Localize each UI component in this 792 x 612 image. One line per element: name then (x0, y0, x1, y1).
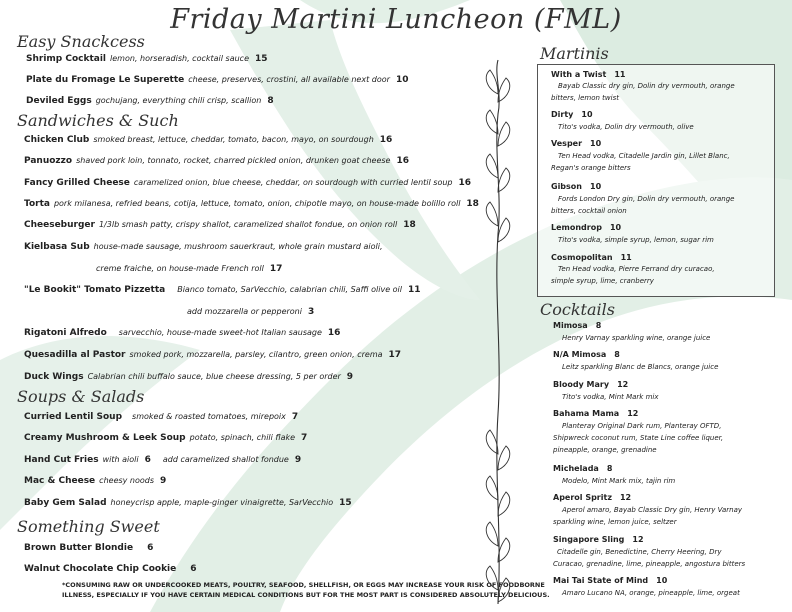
drink-name (553, 576, 667, 585)
menu-item (24, 285, 421, 295)
section-heading-sandwiches: Sandwiches & Such (17, 111, 179, 130)
drink-label: With a Twist (551, 70, 607, 79)
item-addon-price: 9 (294, 455, 302, 465)
drink-description: bitters, lemon twist (551, 94, 619, 102)
item-price: 10 (395, 75, 409, 85)
item-name: Brown Butter Blondie (24, 543, 134, 553)
menu-item (24, 543, 153, 553)
item-description: Bianco tomato, SarVecchio, calabrian chili, Saffi olive oil (177, 285, 402, 294)
menu-title: Friday Martini Luncheon (FML) (170, 4, 622, 35)
drink-label: Singapore Sling (553, 535, 625, 544)
drink-description: Aperol amaro, Bayab Classic Dry gin, Henry Varnay (562, 506, 743, 514)
menu-item (24, 412, 298, 422)
item-price: 6 (144, 455, 151, 465)
item-name: Curried Lentil Soup (24, 412, 123, 422)
item-description: gochujang, everything chili crisp, scallion (95, 96, 262, 105)
item-description-continued (96, 264, 282, 274)
drink-price: 10 (590, 182, 602, 191)
item-price: 16 (379, 135, 393, 145)
item-name: Creamy Mushroom & Leek Soup (24, 433, 186, 443)
drink-name (553, 535, 644, 544)
drink-name (551, 70, 626, 79)
drink-description: bitters, cocktail onion (551, 207, 627, 215)
drink-description: Regan's orange bitters (551, 164, 631, 172)
drink-description: Planteray Original Dark rum, Planteray OFTD, (562, 422, 722, 430)
drink-label: Bloody Mary (553, 380, 610, 389)
drink-name (553, 380, 628, 389)
item-name: Plate du Fromage Le Superette (26, 75, 185, 85)
item-name: Baby Gem Salad (24, 498, 107, 508)
item-price: 16 (327, 328, 341, 338)
drink-name (553, 464, 612, 473)
item-description: potato, spinach, chili flake (189, 433, 296, 442)
item-description: lemon, horseradish, cocktail sauce (110, 54, 249, 63)
item-description: smoked pork, mozzarella, parsley, cilantro, green onion, crema (129, 350, 383, 359)
food-safety-disclaimer (62, 580, 550, 600)
drink-price: 10 (656, 576, 668, 585)
drink-description: Shipwreck coconut rum, State Line coffee liquer, (553, 434, 724, 442)
item-addon: add caramelized shallot fondue (162, 455, 289, 464)
item-name: Torta (24, 199, 50, 209)
drink-label: Lemondrop (551, 223, 602, 232)
item-description: creme fraiche, on house-made French roll (96, 264, 264, 273)
section-heading-martinis: Martinis (540, 44, 609, 63)
item-price: 17 (388, 350, 402, 360)
drink-price: 12 (627, 409, 639, 418)
item-price: 18 (403, 220, 416, 230)
item-name: Quesadilla al Pastor (24, 350, 126, 360)
drink-description: Modelo, Mint Mark mix, tajin rim (562, 477, 676, 485)
drink-label: N/A Mimosa (553, 350, 607, 359)
drink-price: 10 (581, 110, 593, 119)
item-price: 6 (147, 543, 154, 553)
drink-price: 12 (617, 380, 629, 389)
menu-item (24, 433, 307, 443)
section-heading-sweet: Something Sweet (17, 517, 160, 536)
item-name: Hand Cut Fries (24, 455, 99, 465)
menu-item (24, 199, 479, 209)
disclaimer-line: ILLNESS, ESPECIALLY IF YOU HAVE CERTAIN MEDICAL CONDITIONS BUT FOR THE MOST PART IS CONSIDERED ABSOLUTELY DELICIOUS. (62, 591, 550, 599)
drink-label: Mai Tai State of Mind (553, 576, 649, 585)
item-description: sarvecchio, house-made sweet-hot Italian sausage (118, 328, 322, 337)
menu-item (26, 75, 408, 85)
drink-name (551, 182, 601, 191)
menu-item (24, 476, 166, 486)
item-description: pork milanesa, refried beans, cotija, lettuce, tomato, onion, chipotle mayo, on house-made bolillo roll (53, 199, 461, 208)
drink-price: 10 (609, 223, 622, 232)
item-name: Mac & Cheese (24, 476, 96, 486)
vine-divider-illustration (478, 54, 518, 610)
item-price: 15 (339, 498, 352, 508)
item-description: with aioli (102, 455, 139, 464)
drink-label: Michelada (553, 464, 599, 473)
drink-description: Amaro Lucano NA, orange, pineapple, lime, orgeat (562, 589, 740, 597)
item-description: Calabrian chili buffalo sauce, blue cheese dressing, 5 per order (87, 372, 341, 381)
drink-description: Curacao, grenadine, lime, pineapple, angostura bitters (553, 560, 746, 568)
drink-label: Mimosa (553, 321, 588, 330)
item-name: Deviled Eggs (26, 96, 92, 106)
item-price: 9 (346, 372, 354, 382)
drink-description: Tito's vodka, simple syrup, lemon, sugar rim (558, 236, 714, 244)
item-price: 7 (301, 433, 308, 443)
item-price: 9 (160, 476, 167, 486)
item-name: Panuozzo (24, 156, 73, 166)
drink-name (551, 223, 621, 232)
drink-name (551, 253, 632, 262)
item-name: Cheeseburger (24, 220, 95, 230)
item-description: smoked & roasted tomatoes, mirepoix (132, 412, 286, 421)
drink-description: Citadelle gin, Benedictine, Cherry Heering, Dry (557, 548, 722, 556)
item-price: 3 (307, 307, 315, 317)
drink-price: 8 (606, 464, 613, 473)
drink-label: Cosmopolitan (551, 253, 613, 262)
drink-price: 8 (595, 321, 602, 330)
item-description: smoked breast, lettuce, cheddar, tomato, bacon, mayo, on sourdough (93, 135, 374, 144)
disclaimer-line: *CONSUMING RAW OR UNDERCOOKED MEATS, POULTRY, SEAFOOD, SHELLFISH, OR EGGS MAY INCREASE YOUR RISK OF FOODBORNE (62, 581, 545, 589)
menu-item (24, 455, 301, 465)
item-price: 7 (291, 412, 299, 422)
drink-label: Bahama Mama (553, 409, 620, 418)
item-name: "Le Bookit" Tomato Pizzetta (24, 285, 166, 295)
item-description: add mozzarella or pepperoni (187, 307, 302, 316)
menu-item (24, 564, 197, 574)
item-description: 1/3lb smash patty, crispy shallot, caramelized shallot fondue, on onion roll (98, 220, 398, 229)
drink-description: Ten Head vodka, Citadelle Jardin gin, Lillet Blanc, (558, 152, 730, 160)
drink-description: Tito's vodka, Dolin dry vermouth, olive (558, 123, 694, 131)
item-name: Duck Wings (24, 372, 84, 382)
menu-item (24, 328, 340, 338)
item-name: Kielbasa Sub (24, 242, 90, 252)
item-description: caramelized onion, blue cheese, cheddar, on sourdough with curried lentil soup (133, 178, 453, 187)
menu-item (24, 156, 409, 166)
drink-name (553, 409, 638, 418)
drink-description: Ten Head vodka, Pierre Ferrand dry curacao, (558, 265, 715, 273)
drink-price: 11 (614, 70, 626, 79)
item-price: 15 (255, 54, 268, 64)
item-name: Rigatoni Alfredo (24, 328, 107, 338)
item-price: 16 (396, 156, 409, 166)
item-description: house-made sausage, mushroom sauerkraut, whole grain mustard aioli, (93, 242, 383, 251)
menu-item (24, 498, 352, 508)
item-description: shaved pork loin, tonnato, rocket, charred pickled onion, drunken goat cheese (76, 156, 391, 165)
drink-price: 8 (614, 350, 620, 359)
drink-label: Vesper (551, 139, 583, 148)
menu-item (26, 96, 274, 106)
menu-item (24, 220, 416, 230)
item-description: honeycrisp apple, maple-ginger vinaigrette, SarVecchio (110, 498, 334, 507)
menu-item (26, 54, 268, 64)
drink-description: Fords London Dry gin, Dolin dry vermouth, orange (558, 195, 735, 203)
drink-name (553, 350, 620, 359)
drink-price: 12 (619, 493, 632, 502)
menu-item (24, 350, 401, 360)
item-price: 6 (190, 564, 197, 574)
item-description: cheesy noods (99, 476, 155, 485)
item-name: Fancy Grilled Cheese (24, 178, 130, 188)
drink-label: Dirty (551, 110, 574, 119)
menu-item (24, 242, 383, 252)
item-name: Chicken Club (24, 135, 90, 145)
drink-price: 10 (590, 139, 602, 148)
item-price: 17 (269, 264, 283, 274)
drink-description: Henry Varnay sparkling wine, orange juice (562, 334, 711, 342)
drink-description: sparkling wine, lemon juice, seltzer (553, 518, 677, 526)
drink-name (553, 493, 631, 502)
drink-description: Tito's vodka, Mint Mark mix (562, 393, 659, 401)
drink-description: simple syrup, lime, cranberry (551, 277, 654, 285)
drink-price: 11 (620, 253, 632, 262)
drink-description: pineapple, orange, grenadine (553, 446, 657, 454)
drink-label: Aperol Spritz (553, 493, 612, 502)
item-addon (187, 307, 314, 317)
item-price: 11 (408, 285, 421, 295)
menu-item (24, 135, 392, 145)
drink-name (551, 110, 593, 119)
drink-description: Bayab Classic dry gin, Dolin dry vermouth, orange (558, 82, 735, 90)
section-heading-snacks: Easy Snackcess (17, 32, 145, 51)
drink-label: Gibson (551, 182, 582, 191)
item-description: cheese, preserves, crostini, all available next door (188, 75, 390, 84)
section-heading-soups: Soups & Salads (17, 387, 145, 406)
drink-name (551, 139, 601, 148)
drink-price: 12 (632, 535, 644, 544)
item-price: 18 (466, 199, 479, 209)
menu-item (24, 178, 471, 188)
item-name: Walnut Chocolate Chip Cookie (24, 564, 177, 574)
item-price: 8 (267, 96, 274, 106)
item-name: Shrimp Cocktail (26, 54, 107, 64)
drink-description: Leitz sparkling Blanc de Blancs, orange juice (562, 363, 719, 371)
section-heading-cocktails: Cocktails (540, 300, 615, 319)
menu-item (24, 372, 353, 382)
item-price: 16 (458, 178, 472, 188)
drink-name (553, 321, 601, 330)
